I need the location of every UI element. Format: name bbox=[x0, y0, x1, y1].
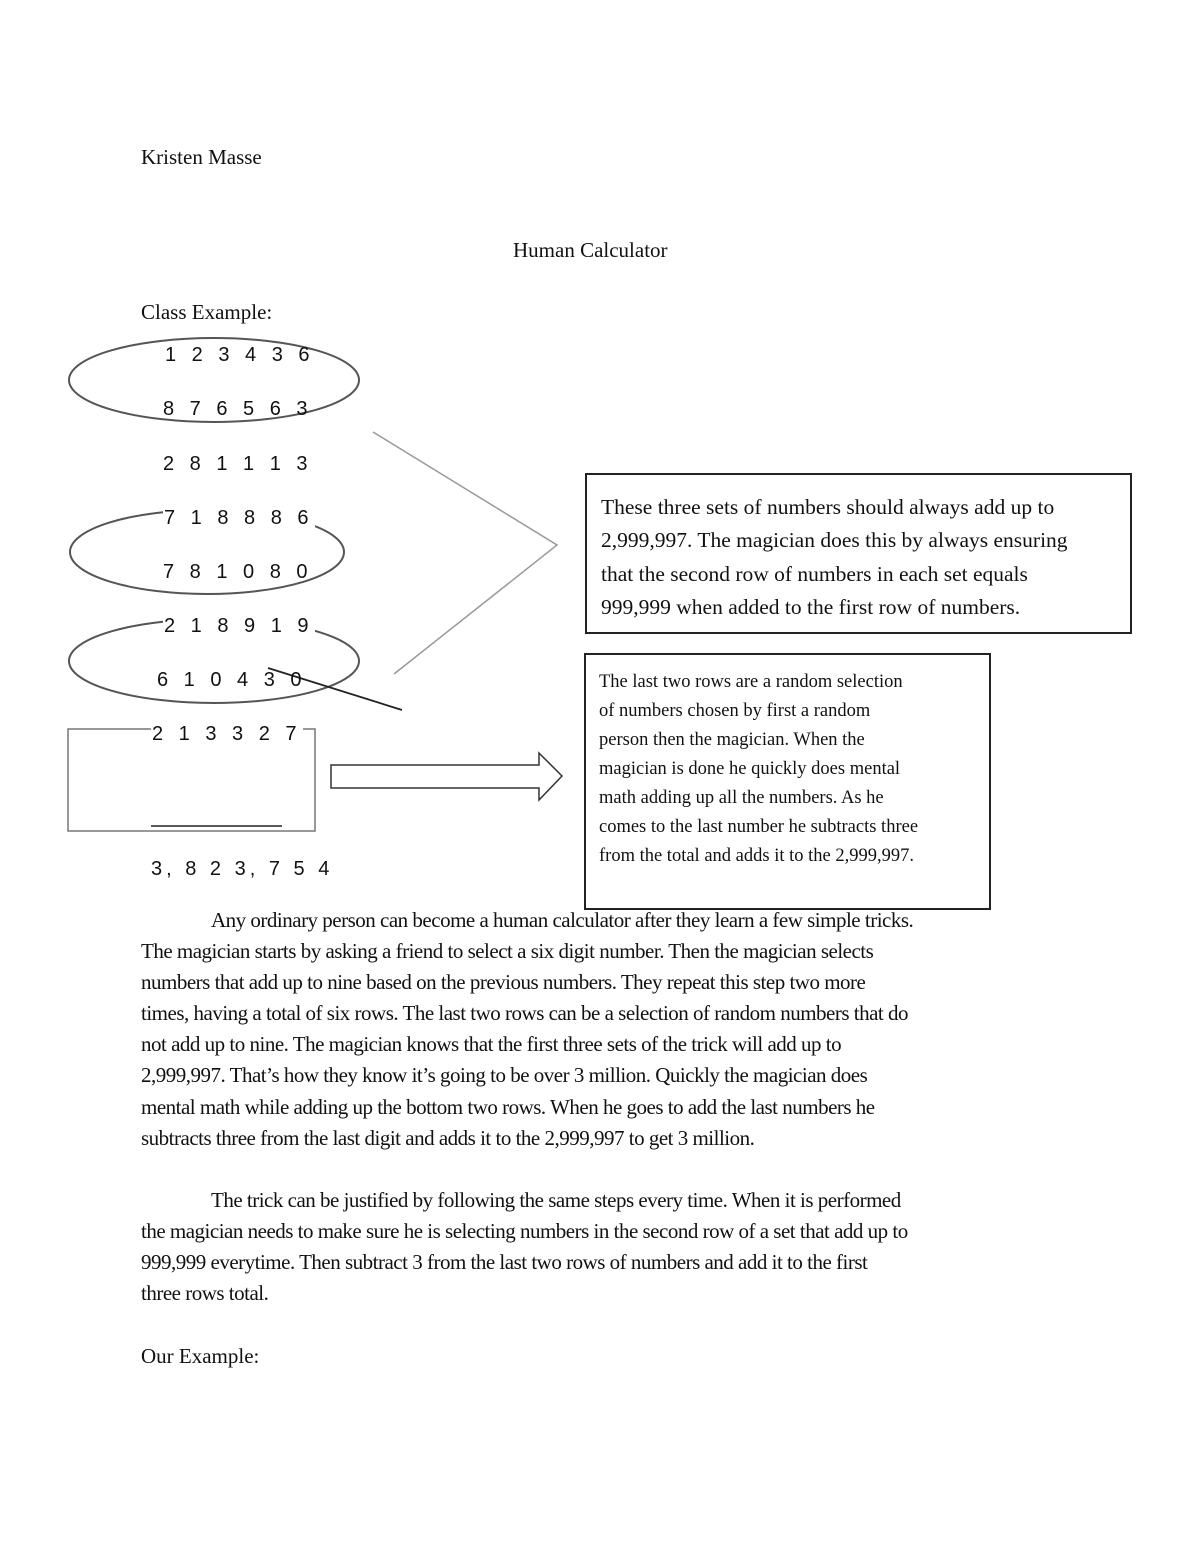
paragraph-line: numbers that add up to nine based on the previous numbers. They repeat this step two more bbox=[141, 970, 866, 995]
paragraph-line: The trick can be justified by following the same steps every time. When it is performed bbox=[211, 1188, 901, 1212]
number-row: 8 7 6 5 6 3 bbox=[163, 398, 313, 420]
callout-line: from the total and adds it to the 2,999,997. bbox=[599, 846, 914, 866]
number-row: 7 1 8 8 8 6 bbox=[164, 507, 314, 529]
callout-line: of numbers chosen by first a random bbox=[599, 701, 871, 721]
class-example-label: Class Example: bbox=[141, 300, 273, 324]
paragraph-line: Any ordinary person can become a human calculator after they learn a few simple tricks. bbox=[211, 908, 914, 932]
our-example-label: Our Example: bbox=[141, 1344, 260, 1368]
author-name: Kristen Masse bbox=[141, 145, 262, 169]
number-row: 2 1 8 9 1 9 bbox=[164, 615, 314, 637]
paragraph-line: subtracts three from the last digit and adds it to the 2,999,997 to get 3 million. bbox=[141, 1125, 755, 1150]
paragraph-line: mental math while adding up the bottom two rows. When he goes to add the last numbers he bbox=[141, 1094, 875, 1119]
paragraph-line: the magician needs to make sure he is selecting numbers in the second row of a set that add up to bbox=[141, 1219, 908, 1244]
number-row: 1 2 3 4 3 6 bbox=[165, 344, 315, 366]
callout-line: 2,999,997. The magician does this by always ensuring bbox=[601, 528, 1068, 553]
paragraph-justification bbox=[141, 1185, 1071, 1309]
number-row: 2 8 1 1 1 3 bbox=[163, 453, 313, 475]
callout-line: The last two rows are a random selection bbox=[599, 672, 903, 692]
paragraph-explanation bbox=[141, 905, 1071, 1154]
paragraph-line: The magician starts by asking a friend to select a six digit number. Then the magician selects bbox=[141, 939, 874, 964]
paragraph-line: times, having a total of six rows. The last two rows can be a selection of random numbers that do bbox=[141, 1001, 909, 1026]
number-row: 6 1 0 4 3 0 bbox=[157, 669, 307, 691]
number-row: 7 8 1 0 8 0 bbox=[163, 561, 313, 583]
callout-line: math adding up all the numbers. As he bbox=[599, 788, 884, 808]
callout-line: 999,999 when added to the first row of numbers. bbox=[601, 594, 1021, 619]
callout-line: that the second row of numbers in each set equals bbox=[601, 561, 1028, 586]
block-arrow bbox=[331, 753, 562, 800]
paragraph-line: 999,999 everytime. Then subtract 3 from the last two rows of numbers and add it to the first bbox=[141, 1250, 868, 1275]
bracket-lines bbox=[373, 432, 557, 674]
sum-total: 3, 8 2 3, 7 5 4 bbox=[151, 858, 334, 880]
paragraph-line: three rows total. bbox=[141, 1281, 269, 1306]
callout-random-rows bbox=[584, 653, 991, 910]
callout-line: person then the magician. When the bbox=[599, 730, 865, 750]
page-title: Human Calculator bbox=[513, 238, 668, 262]
paragraph-line: not add up to nine. The magician knows that the first three sets of the trick will add up to bbox=[141, 1032, 842, 1057]
callout-line: comes to the last number he subtracts three bbox=[599, 817, 919, 837]
number-row: 2 1 3 3 2 7 bbox=[152, 723, 302, 745]
callout-line: These three sets of numbers should always add up to bbox=[601, 495, 1055, 519]
callout-line: magician is done he quickly does mental bbox=[599, 759, 901, 779]
callout-three-sets bbox=[585, 473, 1132, 634]
paragraph-line: 2,999,997. That’s how they know it’s going to be over 3 million. Quickly the magician does bbox=[141, 1063, 868, 1088]
